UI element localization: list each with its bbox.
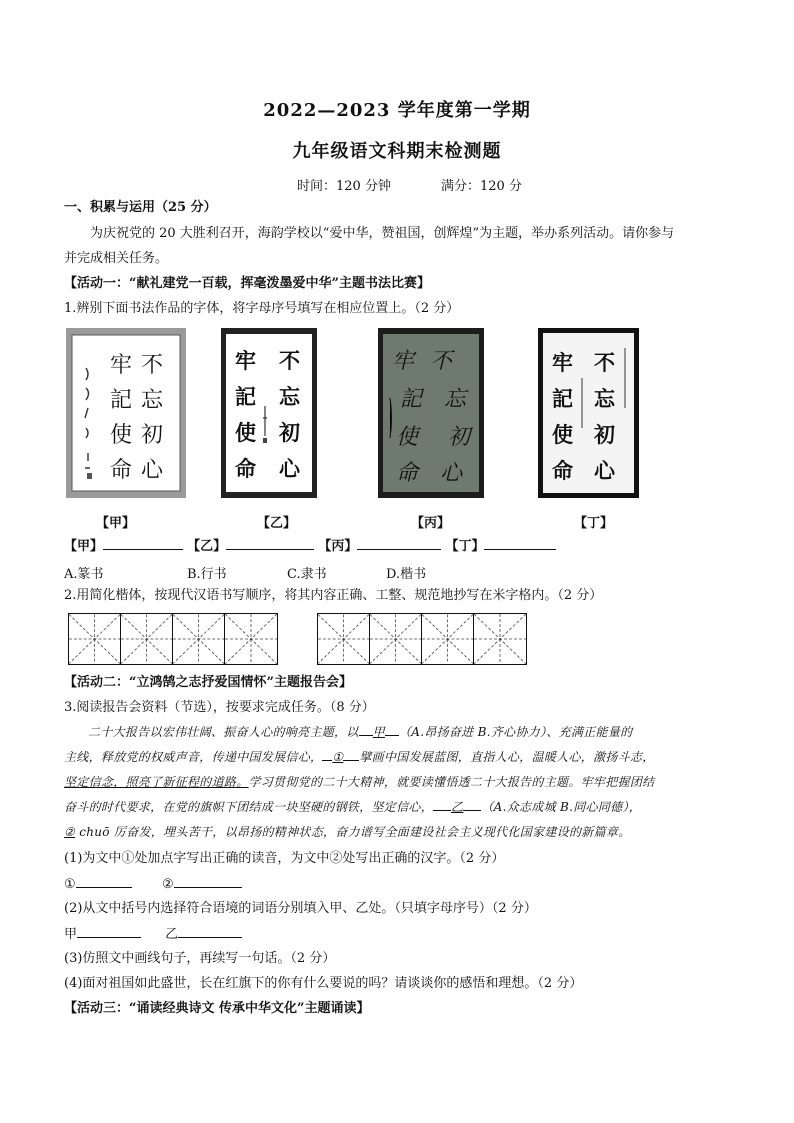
calli-char: 命: [396, 461, 419, 486]
sub-question-3: (3)仿照文中画线句子，再续写一句话。（2 分）: [64, 951, 336, 966]
calli-char: 不: [141, 353, 164, 378]
caption-bing: 【丙】: [411, 516, 451, 531]
question-1: 1.辨别下面书法作品的字体，将字母序号填写在相应位置上。（2 分）: [64, 301, 460, 316]
calli-char: 牢: [392, 349, 415, 374]
report-passage: 二十大报告以宏伟壮阔、振奋人心的响亮主题，以 甲 （A.昂扬奋进 B.齐心协力）、充满正能量的 主线，释放党的权威声音，传递中国发展信心， ① 擘画中国发展蓝图，直指人心，温暖人心，激扬斗志， 坚定信念，照亮了新征程的道路。学习贯彻党的二十大精神，就要读懂悟透二十大报告的主题。牢牢把握团结 奋斗的时代要求，在党的旗帜下团结成一块坚硬的钢铁，坚定信心， 乙 （A.众志成城 B.同心同德）， ② chuō 厉奋发，埋头苦干，以昂扬的精神状态，奋力谱写全面建设社会主义现代化国家建设的新篇章。: [64, 725, 655, 839]
mizi-cell[interactable]: [173, 614, 225, 664]
question-2: 2.用简化楷体，按现代汉语书写顺序，将其内容正确、工整、规范地抄写在米字格内。（2 分）: [64, 588, 603, 603]
sub2-blank-yi[interactable]: [178, 925, 242, 938]
calli-char: 使: [552, 422, 573, 447]
exam-title: 九年级语文科期末检测题: [292, 141, 502, 162]
mizi-cell[interactable]: [121, 614, 173, 664]
mizi-cell[interactable]: [370, 614, 422, 664]
calli-char: 命: [235, 457, 256, 481]
mizi-cell[interactable]: [69, 614, 121, 664]
score-label: 满分：120 分: [441, 179, 522, 194]
calli-char: 忘: [594, 386, 615, 411]
sub1-blank-2[interactable]: [174, 875, 242, 888]
option-a: A.篆书: [64, 567, 104, 582]
intro-line-2: 并完成相关任务。: [64, 251, 169, 266]
sub1-answers: ① ②: [64, 875, 242, 894]
intro-line-1: 为庆祝党的 20 大胜利召开，海韵学校以“爱中华，赞祖国，创辉煌”为主题，举办系列活动。请你参与: [90, 226, 675, 241]
calli-char: 不: [594, 350, 615, 375]
mark-1: ①: [332, 750, 344, 764]
calli-char: 牢: [552, 350, 573, 375]
calli-char: 記: [400, 387, 423, 412]
calli-char: 不: [430, 349, 453, 374]
calli-char: 命: [110, 458, 133, 483]
blank-jia-left[interactable]: [359, 723, 373, 736]
year-title: 2022—2023 学年度第一学期: [263, 100, 531, 121]
calli-char: 初: [279, 421, 300, 445]
blank-mark1-left[interactable]: [322, 748, 332, 761]
underlined-sentence: 坚定信念，照亮了新征程的道路。: [64, 775, 249, 789]
calli-char: 使: [396, 425, 419, 450]
sub1-blank-1[interactable]: [76, 875, 132, 888]
calligraphy-panel-jia: [66, 328, 186, 498]
calli-char: 記: [110, 388, 133, 413]
calli-char: 心: [594, 458, 615, 483]
calligraphy-panel-bing: [378, 328, 484, 498]
answer-line: [64, 537, 556, 556]
answer-blank-yi[interactable]: [226, 537, 314, 550]
calli-char: 心: [141, 458, 164, 483]
calli-char: 牢: [235, 349, 256, 373]
sub-question-4: (4)面对祖国如此盛世，长在红旗下的你有什么要说的吗？请谈谈你的感悟和理想。（2 分）: [64, 976, 583, 991]
mark-jia: 甲: [372, 725, 385, 739]
blank-yi-left[interactable]: [433, 798, 451, 811]
time-label: 时间：120 分钟: [297, 179, 391, 194]
calli-char: 使: [110, 423, 133, 448]
sub2-answers: 甲 乙: [64, 925, 242, 944]
answer-label-yi: 【乙】: [187, 539, 227, 554]
sub-question-1: (1)为文中①处加点字写出正确的读音，为文中②处写出正确的汉字。（2 分）: [64, 851, 505, 866]
calli-char: 心: [440, 461, 463, 486]
answer-blank-jia[interactable]: [103, 537, 183, 550]
answer-label-bing: 【丙】: [318, 539, 358, 554]
sub-question-2: (2)从文中括号内选择符合语境的词语分别填入甲、乙处。（只填字母序号）（2 分）: [64, 901, 537, 916]
mark-2: ②: [64, 825, 76, 839]
caption-yi: 【乙】: [257, 516, 297, 531]
answer-blank-ding[interactable]: [484, 537, 556, 550]
answer-label-jia: 【甲】: [64, 539, 104, 554]
calli-char: 命: [552, 458, 573, 483]
calligraphy-panel-ding: [538, 328, 639, 498]
mizi-cell[interactable]: [318, 614, 370, 664]
calli-char: 心: [279, 457, 300, 481]
answer-label-ding: 【丁】: [445, 539, 485, 554]
calli-char: 記: [552, 386, 573, 411]
mizi-cell[interactable]: [422, 614, 474, 664]
answer-blank-bing[interactable]: [357, 537, 441, 550]
calli-char: 初: [448, 425, 471, 450]
calli-char: 初: [594, 422, 615, 447]
blank-mark1-right[interactable]: [343, 748, 359, 761]
activity3-heading: 【活动三：“诵读经典诗文 传承中华文化”主题诵读】: [64, 1001, 370, 1016]
blank-yi-right[interactable]: [463, 798, 481, 811]
blank-jia-right[interactable]: [385, 723, 399, 736]
mizi-cell[interactable]: [474, 614, 526, 664]
option-b: B.行书: [187, 567, 227, 582]
sub2-blank-jia[interactable]: [77, 925, 141, 938]
caption-ding: 【丁】: [574, 516, 614, 531]
option-d: D.楷书: [386, 567, 427, 582]
calli-char: 牢: [110, 353, 133, 378]
mark-yi: 乙: [451, 800, 464, 814]
activity2-heading: 【活动二：“立鸿鹄之志抒爱国情怀”主题报告会】: [64, 675, 352, 690]
calli-char: 忘: [141, 388, 164, 413]
calli-char: 使: [235, 421, 256, 445]
calli-char: 不: [279, 349, 300, 373]
mizi-grid-left: [68, 613, 278, 665]
activity1-heading: 【活动一：“献礼建党一百载，挥毫泼墨爱中华”主题书法比赛】: [64, 276, 430, 291]
option-c: C.隶书: [287, 567, 327, 582]
calli-char: 忘: [279, 385, 300, 409]
mizi-cell[interactable]: [225, 614, 277, 664]
calligraphy-panel-yi: [221, 328, 317, 498]
mizi-grid-right: [317, 613, 527, 665]
calli-char: 初: [141, 423, 164, 448]
question-3: 3.阅读报告会资料（节选），按要求完成任务。（8 分）: [64, 700, 375, 715]
section-heading: 一、积累与运用（25 分）: [64, 200, 217, 215]
calli-char: 記: [235, 385, 256, 409]
caption-jia: 【甲】: [96, 516, 136, 531]
calli-char: 忘: [444, 387, 467, 412]
